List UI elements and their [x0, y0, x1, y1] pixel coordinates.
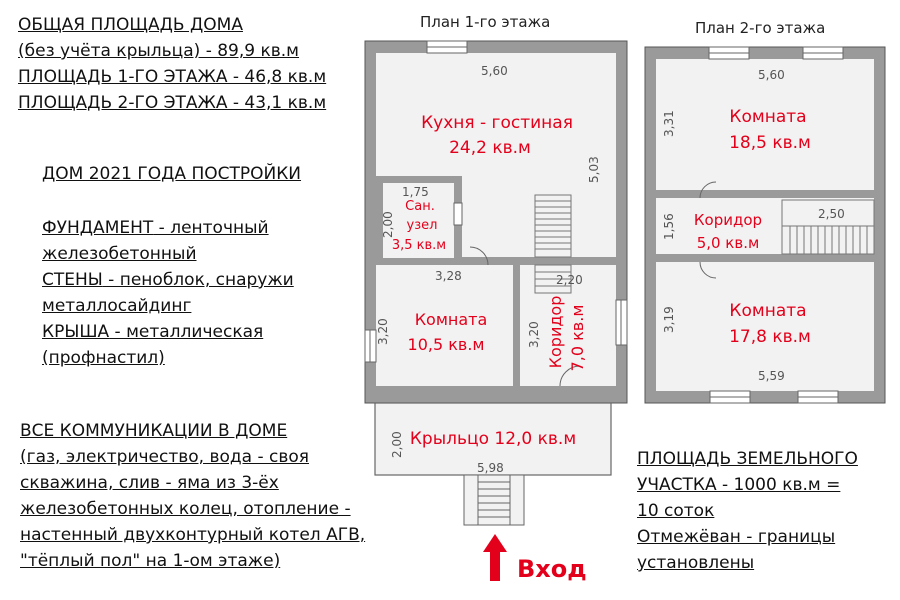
bathroom-name-2: узел — [406, 218, 438, 233]
entrance-steps — [464, 475, 524, 525]
plan1-dim-bath-h: 2,00 — [381, 211, 395, 238]
plan2-dim-left3: 3,19 — [662, 306, 676, 333]
kitchen-name: Кухня - гостиная — [421, 113, 573, 133]
plan1-dim-corr-w: 2,20 — [556, 273, 583, 287]
plan2-dim-stair: 2,50 — [818, 207, 845, 221]
total-area-title: ОБЩАЯ ПЛОЩАДЬ ДОМА — [18, 15, 243, 35]
floor1-area: ПЛОЩАДЬ 1-ГО ЭТАЖА - 46,8 кв.м — [18, 67, 327, 87]
build-year-text: ДОМ 2021 ГОДА ПОСТРОЙКИ — [42, 164, 302, 184]
land-line: ПЛОЩАДЬ ЗЕМЕЛЬНОГО — [637, 449, 858, 469]
plan1-dim-room-h: 3,20 — [376, 318, 390, 345]
plan2-dim-left2: 1,56 — [662, 213, 676, 240]
corridor2-name: Коридор — [693, 211, 763, 229]
foundation-value-2: железобетонный — [42, 244, 197, 264]
plan1-dim-right: 5,03 — [587, 156, 601, 183]
porch-dim-h: 2,00 — [390, 431, 404, 458]
roof-value: - металлическая — [109, 322, 264, 342]
foundation-label: ФУНДАМЕНТ — [42, 218, 154, 238]
entrance-label: Вход — [517, 555, 587, 583]
land-line: Отмежёван - границы — [637, 527, 836, 547]
plan2-dim-left1: 3,31 — [662, 110, 676, 137]
utilities-line: настенный двухконтурный котел АГВ, — [20, 525, 366, 545]
utilities-line: "тёплый пол" на 1-ом этаже) — [20, 551, 281, 571]
foundation-value: - ленточный — [153, 218, 269, 238]
plan2-dim-top: 5,60 — [758, 68, 785, 82]
walls-value: - пеноблок, снаружи — [102, 270, 294, 290]
utilities-title: ВСЕ КОММУНИКАЦИИ В ДОМЕ — [20, 421, 288, 441]
corridor1-area: 7,0 кв.м — [568, 304, 587, 372]
room2a-name: Комната — [729, 107, 807, 127]
plan2-drawing — [645, 47, 885, 403]
corridor2-area: 5,0 кв.м — [696, 234, 760, 252]
plan1-dim-room-w: 3,28 — [435, 269, 462, 283]
utilities-line: (газ, электричество, вода - своя — [20, 447, 309, 467]
porch-label: Крыльцо 12,0 кв.м — [409, 429, 577, 449]
total-area-detail: (без учёта крыльца) - 89,9 кв.м — [18, 41, 300, 61]
room1-area: 10,5 кв.м — [407, 335, 485, 354]
land-line: установлены — [637, 553, 755, 573]
roof-label: КРЫША — [42, 322, 110, 342]
bathroom-name-1: Сан. — [405, 199, 435, 214]
plan1-dim-bath-w: 1,75 — [402, 185, 429, 199]
land-line: 10 соток — [637, 501, 715, 521]
porch-dim-w: 5,98 — [477, 461, 504, 475]
utilities-line: скважина, слив - яма из 3-ёх — [20, 473, 279, 493]
plan1-drawing — [365, 41, 627, 581]
plan1-dim-corr-h: 3,20 — [527, 321, 541, 348]
kitchen-area: 24,2 кв.м — [449, 138, 531, 158]
room1-name: Комната — [414, 310, 488, 329]
entrance-arrow-icon — [483, 534, 507, 581]
bathroom-area: 3,5 кв.м — [391, 238, 447, 253]
room2b-area: 17,8 кв.м — [729, 327, 811, 347]
room2a-area: 18,5 кв.м — [729, 133, 811, 153]
corridor1-name: Коридор — [546, 295, 565, 369]
land-line: УЧАСТКА - 1000 кв.м = — [637, 475, 841, 495]
room2b-name: Комната — [729, 301, 807, 321]
plan2-dim-bottom: 5,59 — [758, 369, 785, 383]
plan1-title: План 1-го этажа — [420, 13, 551, 31]
roof-value-2: (профнастил) — [42, 348, 165, 368]
walls-label: СТЕНЫ — [42, 270, 103, 290]
utilities-line: железобетонных колец, отопление - — [20, 499, 351, 519]
walls-value-2: металлосайдинг — [42, 296, 192, 316]
plan2-title: План 2-го этажа — [695, 19, 826, 37]
floor2-area: ПЛОЩАДЬ 2-ГО ЭТАЖА - 43,1 кв.м — [18, 93, 327, 113]
plan1-dim-top: 5,60 — [481, 64, 508, 78]
